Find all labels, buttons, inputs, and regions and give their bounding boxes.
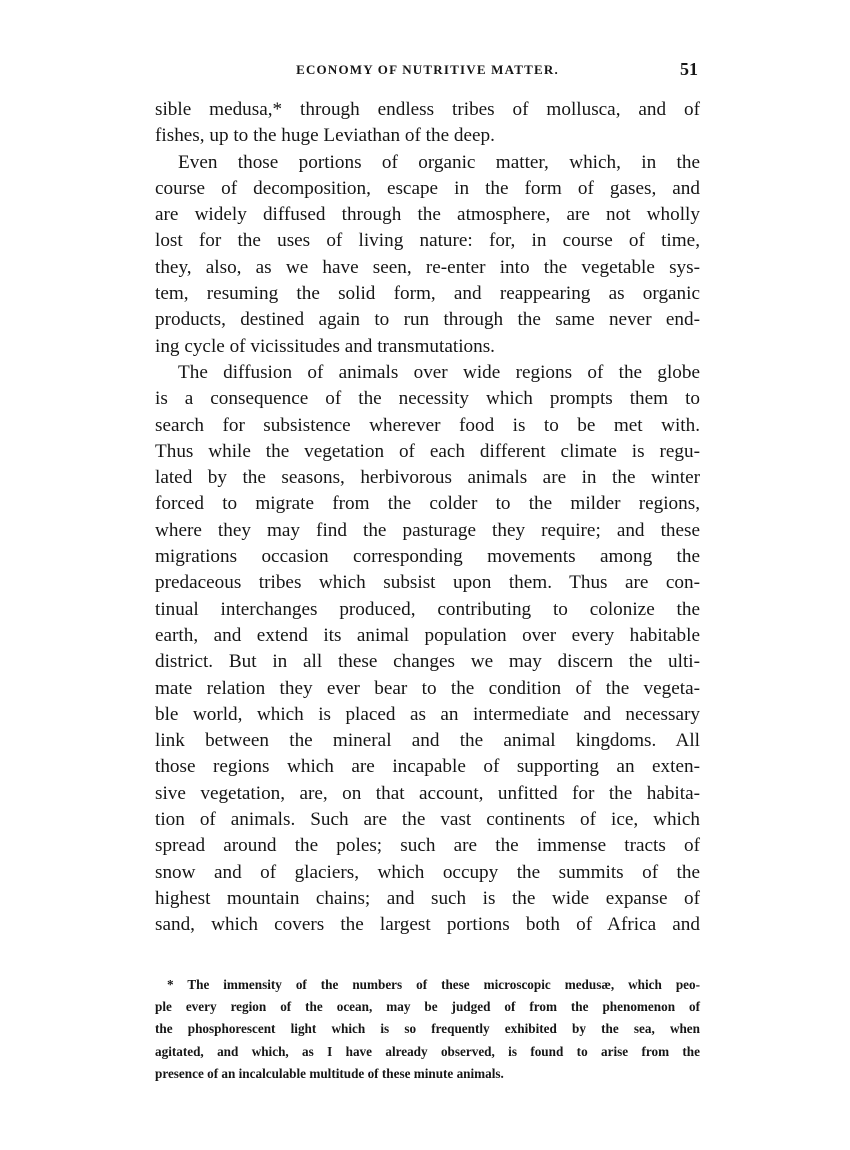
text-line: products, destined again to run through the same never end- [155,309,700,331]
text-line: tinual interchanges produced, contributing to colonize the [155,598,700,620]
text-line: link between the mineral and the animal kingdoms. All [155,730,700,752]
footnote-line: the phosphorescent light which is so frequently exhibited by the sea, when [155,1021,700,1037]
running-title: ECONOMY OF NUTRITIVE MATTER. [296,62,559,77]
text-line: search for subsistence wherever food is to be met with. [155,414,700,436]
text-line: those regions which are incapable of supporting an exten- [155,756,700,778]
footnote-line: ple every region of the ocean, may be judged of from the phenomenon of [155,999,700,1015]
text-line: spread around the poles; such are the immense tracts of [155,835,700,857]
footnote-line: * The immensity of the numbers of these microscopic medusæ, which peo- [167,977,700,992]
text-line: earth, and extend its animal population over every habitable [155,624,700,646]
text-line: district. But in all these changes we may discern the ulti- [155,651,700,673]
text-line: where they may find the pasturage they require; and these [155,519,700,541]
text-line: is a consequence of the necessity which prompts them to [155,388,700,410]
text-line: migrations occasion corresponding movements among the [155,546,700,568]
text-line: fishes, up to the huge Leviathan of the deep. [155,125,495,147]
text-line: predaceous tribes which subsist upon them. Thus are con- [155,572,700,594]
footnote-line: presence of an incalculable multitude of these minute animals. [155,1065,504,1081]
text-line: Thus while the vegetation of each different climate is regu- [155,440,700,462]
footnote-line: agitated, and which, as I have already observed, is found to arise from the [155,1043,700,1059]
text-line: tion of animals. Such are the vast continents of ice, which [155,809,700,831]
running-head [155,59,700,84]
paragraph-start-line: The diffusion of animals over wide regions of the globe [178,361,700,383]
text-line: lated by the seasons, herbivorous animals are in the winter [155,467,700,489]
text-line: snow and of glaciers, which occupy the summits of the [155,861,700,883]
text-line: sible medusa,* through endless tribes of mollusca, and of [155,99,700,120]
body-text [155,97,700,939]
text-line: they, also, as we have seen, re-enter into the vegetable sys- [155,256,700,278]
text-line: ing cycle of vicissitudes and transmutations. [155,335,495,357]
text-line: tem, resuming the solid form, and reappearing as organic [155,283,700,305]
paragraph-start-line: Even those portions of organic matter, which, in the [178,151,700,173]
text-line: course of decomposition, escape in the form of gases, and [155,177,700,199]
text-line: forced to migrate from the colder to the milder regions, [155,493,700,515]
text-line: lost for the uses of living nature: for, in course of time, [155,230,700,252]
text-line: sive vegetation, are, on that account, unfitted for the habita- [155,782,700,804]
text-line: mate relation they ever bear to the condition of the vegeta- [155,677,700,699]
text-line: highest mountain chains; and such is the wide expanse of [155,887,700,909]
footnote [155,974,700,1085]
text-line: ble world, which is placed as an intermediate and necessary [155,703,700,725]
text-line: are widely diffused through the atmosphere, are not wholly [155,204,700,226]
text-line: sand, which covers the largest portions both of Africa and [155,914,700,936]
page-number: 51 [680,59,698,79]
